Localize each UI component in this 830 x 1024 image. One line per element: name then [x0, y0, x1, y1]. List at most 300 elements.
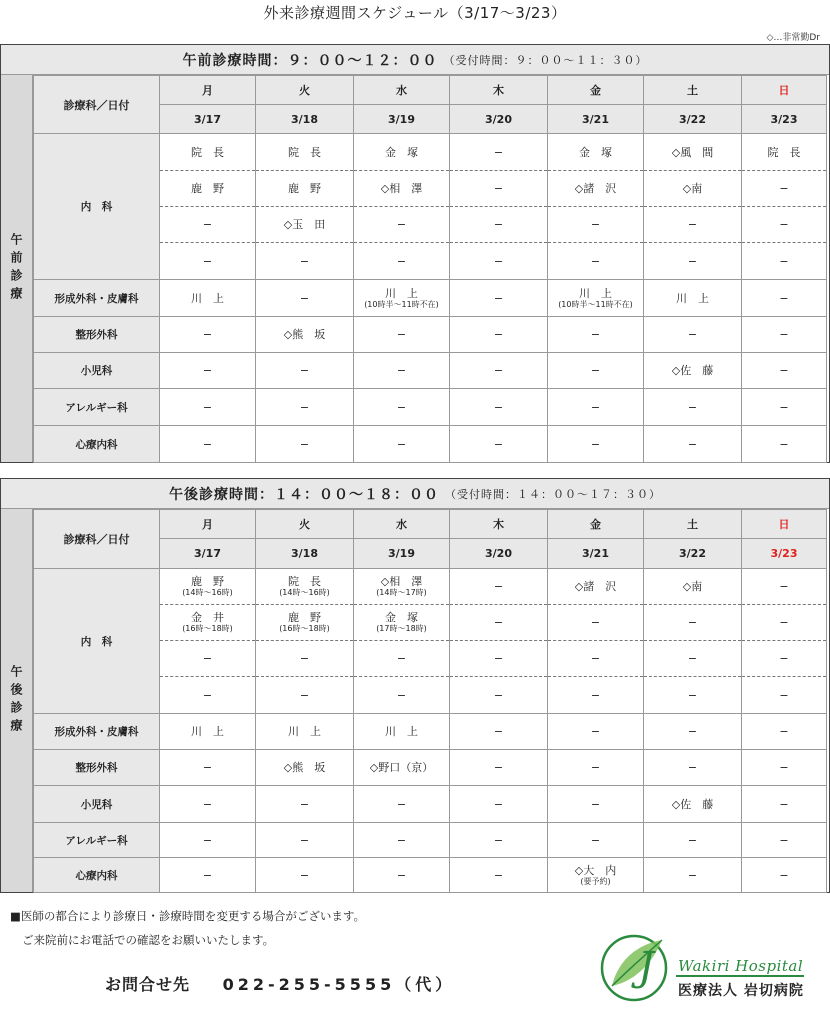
- doctor-name: −: [687, 400, 698, 414]
- schedule-cell: [256, 171, 354, 207]
- doctor-name: −: [779, 833, 789, 847]
- schedule-cell: [450, 714, 548, 750]
- schedule-cell: [160, 426, 256, 463]
- schedule-cell: [644, 858, 742, 893]
- schedule-cell: [644, 641, 742, 677]
- afternoon-side-text: 午後診療: [9, 664, 23, 737]
- doctor-name: 金 塚: [385, 611, 418, 624]
- schedule-cell: [160, 389, 256, 426]
- doctor-name: −: [202, 761, 213, 774]
- doctor-name: −: [493, 218, 504, 231]
- schedule-cell: [256, 641, 354, 677]
- doctor-name: 金 塚: [385, 145, 418, 159]
- doctor-name: −: [493, 688, 504, 702]
- doctor-name: −: [779, 437, 789, 451]
- doctor-name: −: [687, 616, 698, 629]
- schedule-cell: [354, 243, 450, 280]
- time-note: (14時〜16時): [182, 588, 233, 597]
- date-header: 3/20: [450, 539, 548, 569]
- doctor-name: ◇相 澤: [380, 575, 423, 588]
- date-header: 3/19: [354, 539, 450, 569]
- schedule-cell: [256, 605, 354, 641]
- schedule-cell: [160, 677, 256, 714]
- afternoon-hours-header: [1, 479, 829, 509]
- doctor-name: −: [202, 688, 213, 702]
- doctor-name: −: [202, 797, 213, 811]
- time-note: (要予約): [580, 876, 611, 886]
- doctor-name: 金 塚: [579, 145, 612, 159]
- schedule-cell: [354, 353, 450, 389]
- schedule-cell: [354, 317, 450, 353]
- schedule-cell: [256, 243, 354, 280]
- day-header: 土: [644, 510, 742, 539]
- notice-line-2: ご来院前にお電話での確認をお願いいたします。: [22, 933, 275, 947]
- schedule-cell: [548, 171, 644, 207]
- doctor-name: 川 上: [191, 291, 224, 305]
- schedule-cell: [742, 280, 827, 317]
- doctor-name: −: [396, 364, 407, 377]
- doctor-name: −: [202, 833, 213, 847]
- schedule-cell: [548, 714, 644, 750]
- schedule-cell: [256, 714, 354, 750]
- schedule-cell: [450, 353, 548, 389]
- doctor-name: ◇南: [682, 580, 703, 593]
- afternoon-schedule-section: [0, 478, 830, 893]
- doctor-name: −: [493, 291, 504, 305]
- schedule-cell: [450, 605, 548, 641]
- doctor-name: −: [493, 868, 504, 882]
- logo-underline: [676, 975, 804, 977]
- schedule-cell: [742, 858, 827, 893]
- doctor-name: −: [202, 437, 213, 451]
- doctor-name: 鹿 野: [191, 182, 224, 195]
- schedule-cell: [160, 280, 256, 317]
- doctor-name: −: [396, 400, 407, 414]
- schedule-cell: [160, 207, 256, 243]
- schedule-cell: [548, 823, 644, 858]
- column-header-label: 診療科／日付: [34, 76, 160, 134]
- doctor-name: −: [590, 688, 601, 702]
- doctor-name: ◇熊 坂: [283, 761, 326, 774]
- day-header: 火: [256, 76, 354, 105]
- schedule-cell: [354, 134, 450, 171]
- doctor-name: 鹿 野: [191, 575, 224, 588]
- schedule-cell: [742, 353, 827, 389]
- schedule-cell: [548, 750, 644, 786]
- doctor-name: −: [687, 833, 698, 847]
- schedule-cell: [160, 605, 256, 641]
- department-row: [34, 786, 827, 823]
- schedule-cell: [548, 353, 644, 389]
- schedule-cell: [742, 714, 827, 750]
- schedule-cell: [256, 426, 354, 463]
- schedule-cell: [450, 569, 548, 605]
- schedule-cell: [450, 389, 548, 426]
- schedule-cell: [644, 353, 742, 389]
- schedule-cell: [450, 858, 548, 893]
- morning-hours-title: 午前診療時間：９：００〜１２：００: [182, 52, 438, 69]
- schedule-cell: [160, 823, 256, 858]
- afternoon-hours-title: 午後診療時間：１４：００〜１８：００: [169, 486, 439, 503]
- doctor-name: 鹿 野: [288, 182, 321, 195]
- doctor-name: −: [202, 218, 213, 231]
- doctor-name: −: [590, 364, 601, 377]
- schedule-cell: [548, 317, 644, 353]
- contact-phone-number: 022-255-5555（代）: [222, 975, 456, 994]
- department-label: アレルギー科: [34, 823, 160, 858]
- doctor-name: 川 上: [385, 725, 418, 738]
- doctor-name: −: [299, 254, 310, 268]
- internal-medicine-row: [34, 134, 827, 171]
- doctor-name: −: [687, 868, 698, 882]
- schedule-cell: [450, 243, 548, 280]
- doctor-name: ◇野口（京）: [369, 761, 434, 774]
- doctor-name: −: [396, 328, 407, 341]
- doctor-name: −: [590, 797, 601, 811]
- schedule-cell: [160, 134, 256, 171]
- doctor-name: −: [493, 797, 504, 811]
- doctor-name: −: [299, 688, 310, 702]
- day-header: 月: [160, 76, 256, 105]
- department-label: 整形外科: [34, 317, 160, 353]
- time-note: (14時〜17時): [376, 588, 427, 597]
- doctor-name: 川 上: [288, 725, 321, 738]
- schedule-cell: [256, 569, 354, 605]
- schedule-cell: [354, 714, 450, 750]
- doctor-name: −: [590, 652, 601, 665]
- doctor-name: −: [779, 254, 789, 268]
- schedule-cell: [644, 317, 742, 353]
- leaf-logo-icon: [598, 930, 678, 1002]
- doctor-name: −: [299, 868, 310, 882]
- schedule-cell: [644, 569, 742, 605]
- time-note: (16時〜18時): [279, 624, 330, 633]
- schedule-cell: [548, 426, 644, 463]
- doctor-name: −: [779, 652, 789, 665]
- date-header: 3/21: [548, 539, 644, 569]
- day-header: 木: [450, 510, 548, 539]
- doctor-name: −: [202, 364, 213, 377]
- page-title: 外来診療週間スケジュール（3/17〜3/23）: [263, 4, 567, 22]
- doctor-name: 院 長: [767, 145, 801, 159]
- doctor-name: −: [779, 797, 789, 811]
- doctor-name: −: [493, 328, 504, 341]
- doctor-name: −: [779, 725, 789, 738]
- doctor-name: ◇佐 藤: [671, 364, 714, 377]
- doctor-name: −: [779, 364, 789, 377]
- doctor-name: 鹿 野: [288, 611, 321, 624]
- schedule-cell: [742, 605, 827, 641]
- schedule-cell: [354, 389, 450, 426]
- doctor-name: ◇佐 藤: [671, 797, 714, 811]
- doctor-name: −: [779, 182, 789, 195]
- schedule-cell: [354, 750, 450, 786]
- schedule-cell: [742, 786, 827, 823]
- doctor-name: −: [687, 652, 698, 665]
- doctor-name: −: [590, 254, 601, 268]
- department-label: 小児科: [34, 786, 160, 823]
- schedule-cell: [450, 750, 548, 786]
- time-note: (14時〜16時): [279, 588, 330, 597]
- schedule-cell: [354, 426, 450, 463]
- doctor-name: −: [396, 833, 407, 847]
- doctor-name: −: [779, 616, 789, 629]
- schedule-cell: [548, 786, 644, 823]
- doctor-name: −: [493, 833, 504, 847]
- schedule-cell: [256, 134, 354, 171]
- department-row: [34, 317, 827, 353]
- doctor-name: −: [493, 725, 504, 738]
- day-header: 木: [450, 76, 548, 105]
- doctor-name: −: [299, 291, 310, 305]
- doctor-name: −: [687, 761, 698, 774]
- doctor-name: −: [779, 291, 789, 305]
- department-row: [34, 353, 827, 389]
- date-header: 3/17: [160, 539, 256, 569]
- schedule-cell: [354, 280, 450, 317]
- doctor-name: −: [590, 725, 601, 738]
- doctor-name: −: [299, 400, 310, 414]
- department-label: 内 科: [34, 134, 160, 280]
- doctor-name: ◇大 内: [574, 863, 617, 877]
- schedule-cell: [548, 569, 644, 605]
- doctor-name: −: [590, 833, 601, 847]
- schedule-cell: [548, 134, 644, 171]
- doctor-name: −: [202, 652, 213, 665]
- schedule-cell: [742, 389, 827, 426]
- department-label: 整形外科: [34, 750, 160, 786]
- schedule-cell: [644, 605, 742, 641]
- date-header: 3/22: [644, 539, 742, 569]
- doctor-name: −: [493, 182, 504, 195]
- doctor-name: −: [299, 833, 310, 847]
- schedule-cell: [256, 389, 354, 426]
- doctor-name: 院 長: [191, 145, 224, 159]
- schedule-cell: [644, 171, 742, 207]
- doctor-name: −: [396, 797, 407, 811]
- schedule-cell: [548, 243, 644, 280]
- day-header-row: [34, 76, 827, 105]
- doctor-name: ◇玉 田: [283, 218, 326, 231]
- department-label: 心療内科: [34, 426, 160, 463]
- schedule-cell: [256, 858, 354, 893]
- department-row: [34, 280, 827, 317]
- doctor-name: 金 井: [191, 611, 224, 624]
- schedule-cell: [548, 389, 644, 426]
- day-header: 水: [354, 510, 450, 539]
- schedule-cell: [644, 389, 742, 426]
- day-header: 土: [644, 76, 742, 105]
- schedule-cell: [160, 353, 256, 389]
- doctor-name: ◇諸 沢: [574, 580, 617, 593]
- doctor-name: −: [396, 254, 407, 268]
- doctor-name: −: [493, 254, 504, 268]
- schedule-cell: [160, 243, 256, 280]
- time-note: (17時〜18時): [376, 624, 427, 633]
- doctor-name: −: [396, 437, 407, 451]
- schedule-cell: [160, 786, 256, 823]
- schedule-cell: [256, 677, 354, 714]
- schedule-cell: [450, 823, 548, 858]
- time-note: (10時半〜11時不在): [364, 299, 439, 309]
- schedule-cell: [644, 134, 742, 171]
- schedule-cell: [450, 134, 548, 171]
- schedule-cell: [450, 317, 548, 353]
- schedule-cell: [256, 823, 354, 858]
- department-label: 形成外科・皮膚科: [34, 280, 160, 317]
- schedule-cell: [354, 677, 450, 714]
- date-header: 3/23: [742, 539, 827, 569]
- morning-side-label: [1, 75, 33, 462]
- day-header-row: [34, 510, 827, 539]
- schedule-cell: [450, 280, 548, 317]
- doctor-name: −: [779, 580, 789, 593]
- schedule-cell: [354, 605, 450, 641]
- date-header: 3/23: [742, 105, 827, 134]
- column-header-label: 診療科／日付: [34, 510, 160, 569]
- doctor-name: −: [493, 652, 504, 665]
- day-header: 日: [742, 76, 827, 105]
- schedule-cell: [160, 750, 256, 786]
- afternoon-side-label: [1, 509, 33, 892]
- date-header: 3/18: [256, 539, 354, 569]
- schedule-cell: [548, 280, 644, 317]
- doctor-name: −: [493, 437, 504, 451]
- logo-letter: J: [638, 944, 655, 990]
- schedule-cell: [742, 569, 827, 605]
- schedule-cell: [742, 750, 827, 786]
- doctor-name: −: [590, 437, 601, 451]
- doctor-name: −: [493, 580, 504, 593]
- schedule-cell: [742, 426, 827, 463]
- morning-schedule-table: [33, 75, 827, 463]
- contact-label: お問合せ先: [105, 975, 191, 994]
- doctor-name: −: [299, 652, 310, 665]
- schedule-cell: [160, 569, 256, 605]
- schedule-cell: [644, 714, 742, 750]
- logo-name-japanese: 医療法人 岩切病院: [678, 983, 804, 999]
- date-header: 3/21: [548, 105, 644, 134]
- schedule-cell: [160, 317, 256, 353]
- doctor-name: −: [493, 761, 504, 774]
- doctor-name: −: [687, 328, 698, 341]
- schedule-cell: [354, 786, 450, 823]
- department-row: [34, 426, 827, 463]
- notice-line-1: ■医師の都合により診療日・診療時間を変更する場合がございます。: [10, 909, 365, 923]
- schedule-cell: [644, 677, 742, 714]
- doctor-name: ◇諸 沢: [574, 182, 617, 195]
- logo-name-english: Wakiri Hospital: [678, 957, 804, 975]
- doctor-name: −: [299, 437, 310, 451]
- doctor-name: −: [396, 652, 407, 665]
- schedule-cell: [742, 641, 827, 677]
- department-row: [34, 714, 827, 750]
- doctor-name: −: [493, 145, 504, 159]
- doctor-name: −: [493, 364, 504, 377]
- schedule-cell: [644, 243, 742, 280]
- schedule-cell: [742, 317, 827, 353]
- department-row: [34, 858, 827, 893]
- schedule-cell: [256, 353, 354, 389]
- doctor-name: −: [396, 218, 407, 231]
- date-header: 3/22: [644, 105, 742, 134]
- doctor-name: −: [687, 688, 698, 702]
- schedule-cell: [256, 786, 354, 823]
- schedule-cell: [644, 823, 742, 858]
- schedule-cell: [354, 823, 450, 858]
- schedule-cell: [354, 641, 450, 677]
- doctor-name: ◇南: [682, 182, 703, 195]
- schedule-cell: [548, 858, 644, 893]
- schedule-cell: [256, 750, 354, 786]
- hospital-logo: [598, 930, 813, 1002]
- doctor-name: −: [687, 725, 698, 738]
- morning-side-text: 午前診療: [9, 232, 23, 305]
- schedule-cell: [742, 207, 827, 243]
- schedule-cell: [450, 171, 548, 207]
- schedule-cell: [548, 605, 644, 641]
- day-header: 月: [160, 510, 256, 539]
- schedule-cell: [742, 171, 827, 207]
- schedule-cell: [450, 786, 548, 823]
- doctor-name: −: [202, 868, 213, 882]
- day-header: 金: [548, 76, 644, 105]
- schedule-cell: [450, 677, 548, 714]
- schedule-cell: [548, 677, 644, 714]
- day-header: 水: [354, 76, 450, 105]
- date-header: 3/18: [256, 105, 354, 134]
- doctor-name: −: [493, 616, 504, 629]
- doctor-name: 川 上: [579, 286, 612, 300]
- doctor-name: −: [779, 761, 789, 774]
- day-header: 金: [548, 510, 644, 539]
- doctor-name: ◇熊 坂: [283, 328, 326, 341]
- contact-info: [105, 972, 455, 995]
- doctor-name: 院 長: [288, 575, 321, 588]
- doctor-name: −: [396, 868, 407, 882]
- department-label: 心療内科: [34, 858, 160, 893]
- schedule-cell: [644, 786, 742, 823]
- doctor-name: −: [493, 400, 504, 414]
- doctor-name: −: [202, 328, 213, 341]
- doctor-name: −: [779, 400, 789, 414]
- schedule-cell: [160, 858, 256, 893]
- doctor-name: 院 長: [288, 145, 321, 159]
- doctor-name: −: [202, 400, 213, 414]
- doctor-name: −: [299, 797, 310, 811]
- schedule-cell: [450, 207, 548, 243]
- legend-note: ◇…非常勤Dr: [766, 33, 820, 43]
- schedule-cell: [354, 569, 450, 605]
- doctor-name: −: [396, 688, 407, 702]
- doctor-name: ◇風 間: [671, 145, 714, 159]
- schedule-cell: [742, 823, 827, 858]
- department-row: [34, 389, 827, 426]
- date-header: 3/17: [160, 105, 256, 134]
- doctor-name: −: [590, 328, 601, 341]
- doctor-name: −: [687, 218, 698, 231]
- doctor-name: −: [202, 254, 213, 268]
- schedule-cell: [742, 134, 827, 171]
- schedule-cell: [354, 207, 450, 243]
- doctor-name: −: [779, 688, 789, 702]
- day-header: 日: [742, 510, 827, 539]
- schedule-cell: [256, 280, 354, 317]
- doctor-name: −: [590, 218, 601, 231]
- afternoon-schedule-table: [33, 509, 827, 893]
- schedule-cell: [354, 171, 450, 207]
- doctor-name: −: [779, 218, 789, 231]
